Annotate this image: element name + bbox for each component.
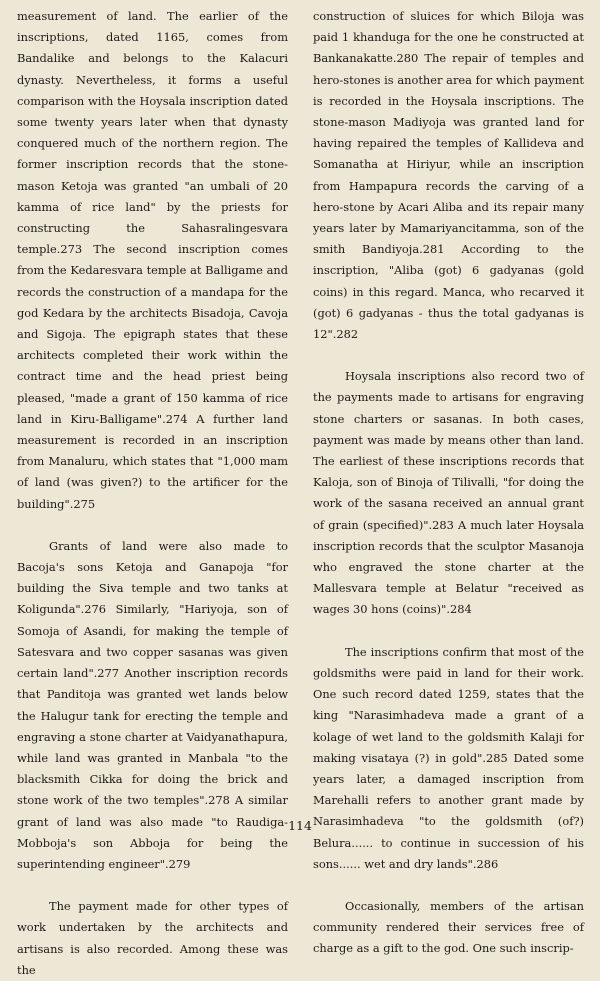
paragraph: Hoysala inscriptions also record two of the payments made to artisans for engraving stone charters or sasanas. In both cases, payment was made by means other than land. The earliest of these inscriptions records that Kaloja, son of Binoja of Tilivalli, "for doing the work of the sasana received an annual grant of grain (specified)".283 A much later Hoysala inscription records that the sculptor Masanoja who engraved the stone charter at the Mallesvara temple at Belatur "received as wages 30 hons (coins)".284 <box>313 369 584 617</box>
page-number: 114 <box>288 818 312 833</box>
left-column <box>17 6 288 981</box>
paragraph: measurement of land. The earlier of the inscriptions, dated 1165, comes from Bandalike and belongs to the Kalacuri dynasty. Nevertheless, it forms a useful comparison with the Hoysala inscription dated some twenty years later when that dynasty conquered much of the northern region. The former inscription records that the stone-mason Ketoja was granted "an umbali of 20 kamma of rice land" by the priests for constructing the Sahasralingesvara temple.273 The second inscription comes from the Kedaresvara temple at Balligame and records the construction of a mandapa for the god Kedara by the architects Bisadoja, Cavoja and Sigoja. The epigraph states that these architects completed their work within the contract time and the head priest being pleased, "made a grant of 150 kamma of rice land in Kiru-Balligame".274 A further land measurement is recorded in an inscription from Manaluru, which states that "1,000 mam of land (was given?) to the artificer for the building".275 <box>17 9 288 511</box>
paragraph: construction of sluices for which Biloja was paid 1 khanduga for the one he constructed at Bankanakatte.280 The repair of temples and hero-stones is another area for which payment is recorded in the Hoysala inscriptions. The stone-mason Madiyoja was granted land for having repaired the temples of Kallideva and Somanatha at Hiriyur, while an inscription from Hampapura records the carving of a hero-stone by Acari Aliba and its repair many years later by Mamariyancitamma, son of the smith Bandiyoja.281 According to the inscription, "Aliba (got) 6 gadyanas (gold coins) in this regard. Manca, who recarved it (got) 6 gadyanas - thus the total gadyanas is 12".282 <box>313 9 584 342</box>
paragraph: The inscriptions confirm that most of the goldsmiths were paid in land for their work. One such record dated 1259, states that the king "Narasimhadeva made a grant of a kolage of wet land to the goldsmith Kalaji for making visataya (?) in gold".285 Dated some years later, a damaged inscription from Marehalli refers to another grant made by Narasimhadeva "to the goldsmith (of?) Belura...... to continue in succession of his sons...... wet and dry lands".286 <box>313 644 584 871</box>
right-column <box>313 6 584 960</box>
paragraph: Occasionally, members of the artisan community rendered their services free of charge as a gift to the god. One such inscrip- <box>313 898 584 956</box>
paragraph: Grants of land were also made to Bacoja's sons Ketoja and Ganapoja "for building the Siva temple and two tanks at Koligunda".276 Similarly, "Hariyoja, son of Somoja of Asandi, for making the temple of Satesvara and two copper sasanas was given certain land".277 Another inscription records that Panditoja was granted wet lands below the Halugur tank for erecting the temple and engraving a stone charter at Vaidyanathapura, while land was granted in Manbala "to the blacksmith Cikka for doing the brick and stone work of the two temples".278 A similar grant of land was also made "to Raudiga-Mobboja's son Abboja for being the superintending engineer".279 <box>17 538 288 871</box>
paragraph: The payment made for other types of work undertaken by the architects and artisans is also recorded. Among these was the <box>17 899 288 977</box>
